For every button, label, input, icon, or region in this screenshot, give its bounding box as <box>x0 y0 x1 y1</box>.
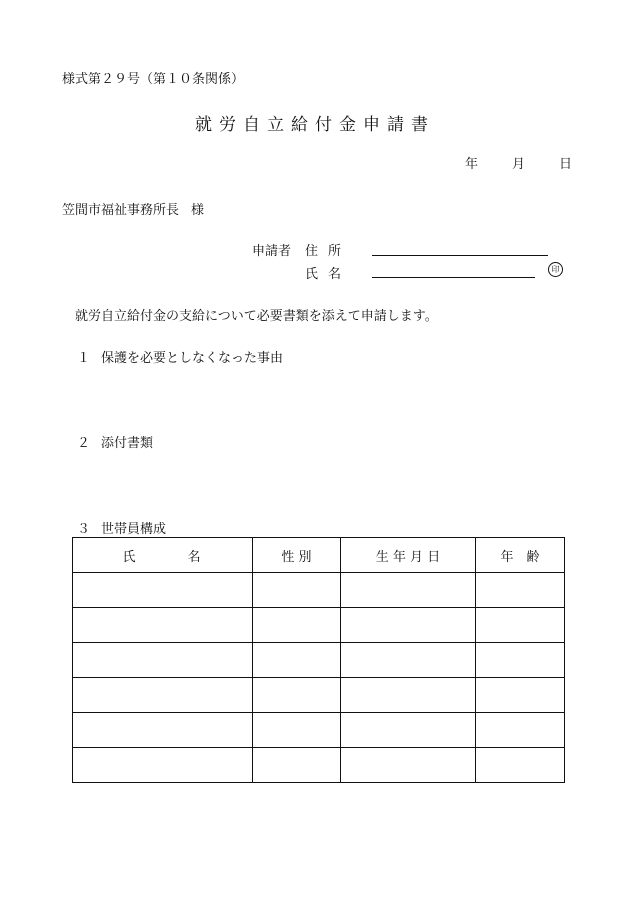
cell-sex[interactable] <box>253 573 341 608</box>
table-row <box>73 748 565 783</box>
cell-sex[interactable] <box>253 678 341 713</box>
cell-sex[interactable] <box>253 748 341 783</box>
cell-age[interactable] <box>476 643 565 678</box>
section-number: ３ <box>77 522 91 537</box>
cell-name[interactable] <box>73 643 253 678</box>
table-row <box>73 573 565 608</box>
header-name-part: 氏 <box>122 549 138 565</box>
section-number: ２ <box>77 436 91 451</box>
addressee-name: 笠間市福祉事務所長 <box>62 203 180 218</box>
address-label: 住所 <box>305 244 352 259</box>
cell-name[interactable] <box>73 608 253 643</box>
section-label: 添付書類 <box>101 436 154 451</box>
cell-sex[interactable] <box>253 608 341 643</box>
table-row <box>73 678 565 713</box>
household-table <box>72 537 565 783</box>
addressee <box>62 199 204 218</box>
date-line <box>465 153 572 172</box>
date-year-label: 年 <box>464 157 478 172</box>
table-row <box>73 608 565 643</box>
cell-name[interactable] <box>73 713 253 748</box>
cell-sex[interactable] <box>253 713 341 748</box>
cell-name[interactable] <box>73 573 253 608</box>
header-name <box>73 538 253 573</box>
cell-birthdate[interactable] <box>341 643 476 678</box>
address-field[interactable] <box>372 254 548 256</box>
table-row <box>73 643 565 678</box>
section-label: 世帯員構成 <box>101 522 167 537</box>
applicant-label: 申請者 <box>252 244 292 259</box>
section-number: １ <box>77 351 91 366</box>
header-age: 年 齢 <box>476 538 565 573</box>
cell-birthdate[interactable] <box>341 608 476 643</box>
header-birthdate: 生 年 月 日 <box>341 538 476 573</box>
cell-birthdate[interactable] <box>341 573 476 608</box>
date-month-label: 月 <box>511 157 525 172</box>
name-field[interactable] <box>372 276 535 278</box>
cell-sex[interactable] <box>253 643 341 678</box>
cell-birthdate[interactable] <box>341 748 476 783</box>
header-name-part: 名 <box>187 549 203 565</box>
cell-age[interactable] <box>476 713 565 748</box>
form-number: 様式第２９号（第１０条関係） <box>62 72 245 87</box>
cell-birthdate[interactable] <box>341 713 476 748</box>
date-day-label: 日 <box>558 157 572 172</box>
name-label: 氏名 <box>305 267 352 282</box>
document-title: 就労自立給付金申請書 <box>195 115 435 135</box>
table-row <box>73 713 565 748</box>
section-reason <box>77 347 283 366</box>
header-sex: 性 別 <box>253 538 341 573</box>
addressee-honorific: 様 <box>191 203 205 218</box>
section-household <box>77 518 166 537</box>
table-header-row <box>73 538 565 573</box>
seal-icon: 印 <box>548 262 563 277</box>
cell-age[interactable] <box>476 573 565 608</box>
cell-age[interactable] <box>476 678 565 713</box>
intro-text: 就労自立給付金の支給について必要書類を添えて申請します。 <box>75 309 438 324</box>
section-label: 保護を必要としなくなった事由 <box>101 351 284 366</box>
cell-birthdate[interactable] <box>341 678 476 713</box>
cell-age[interactable] <box>476 748 565 783</box>
cell-name[interactable] <box>73 678 253 713</box>
cell-name[interactable] <box>73 748 253 783</box>
section-attachments <box>77 432 153 451</box>
cell-age[interactable] <box>476 608 565 643</box>
